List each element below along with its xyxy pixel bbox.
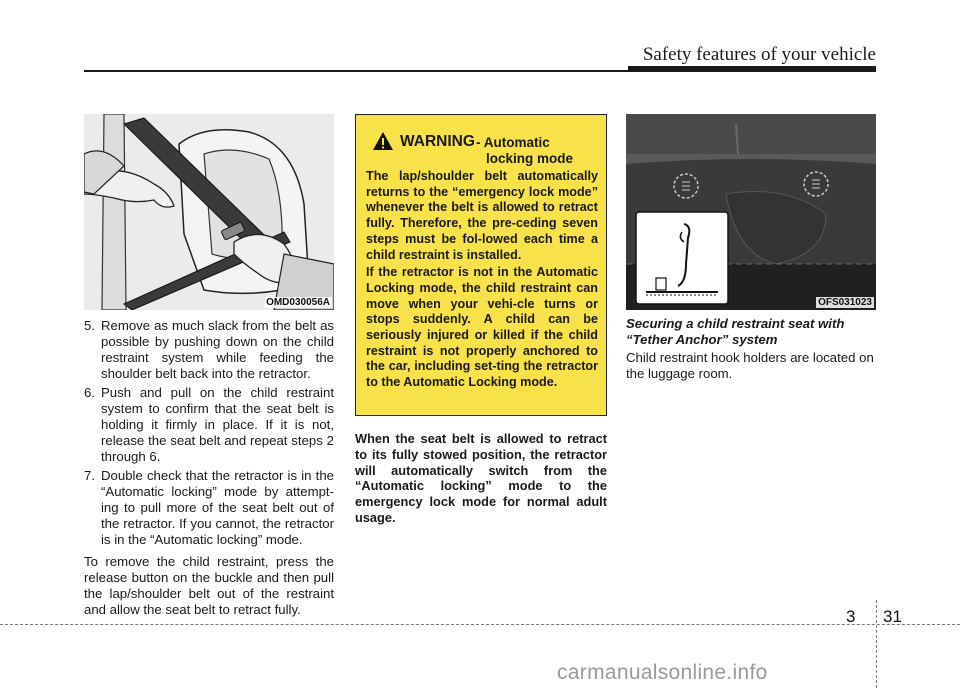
- figure-code: OFS031023: [818, 297, 872, 308]
- step-text: Double check that the retractor is in the “Automatic locking” mode by attempt-ing to pull more of the seat belt out of the retractor. If you cannot, the retractor is in the “Automatic locking” mode.: [101, 468, 334, 547]
- chapter-number: 3: [846, 607, 856, 626]
- warning-label: WARNING: [400, 133, 475, 150]
- header-title: Safety features of your vehicle: [642, 44, 876, 65]
- step-number: 5.: [84, 318, 95, 333]
- warning-paragraph: If the retractor is not in the Automatic Locking mode, the child restraint can move when your vehi-cle turns or stops suddenly. A child can be seriously injured or killed if the child restraint is not properly anchored to the car, including set-ting the retractor to the Automatic Locking mode.: [366, 265, 598, 390]
- retract-paragraph: When the seat belt is allowed to retract to its fully stowed position, the retractor will automatically switch from the “Automatic locking” mode to the emergency lock mode for normal adult usage.: [355, 431, 607, 525]
- footer-divider: [876, 600, 877, 688]
- header-rule-accent: [628, 66, 876, 72]
- remove-restraint-paragraph: To remove the child restraint, press the release button on the buckle and then pull the lap/shoulder belt out of the restraint and allow the seat belt to retract fully.: [84, 554, 334, 617]
- left-column: [84, 318, 334, 618]
- step-text: Remove as much slack from the belt as possible by pushing down on the child restraint system while feeding the shoulder belt back into the retractor.: [101, 318, 334, 381]
- step-text: Push and pull on the child restraint system to confirm that the seat belt is holding it firmly in place. If it is not, release the seat belt and repeat steps 2 through 6.: [101, 385, 334, 464]
- subheading-line: “Tether Anchor” system: [626, 332, 778, 347]
- child-seat-illustration: [84, 114, 334, 310]
- subheading-line: Securing a child restraint seat with: [626, 316, 845, 331]
- tether-anchor-subheading: [626, 316, 878, 348]
- warning-header: [366, 123, 598, 169]
- instruction-steps: [84, 318, 334, 548]
- warning-subtitle: [476, 135, 573, 167]
- page-number: 31: [883, 607, 902, 626]
- footer-rule: [0, 624, 960, 625]
- warning-subtitle-line2: locking mode: [486, 151, 574, 166]
- luggage-room-drawing: [626, 114, 876, 310]
- figure-code: OMD030056A: [266, 297, 330, 308]
- step-item: [84, 385, 334, 465]
- warning-triangle-icon: [372, 131, 394, 151]
- right-column: [626, 316, 878, 382]
- step-item: [84, 468, 334, 548]
- warning-subtitle-line1: - Automatic: [476, 135, 550, 150]
- luggage-room-illustration: [626, 114, 876, 310]
- warning-body: [366, 169, 598, 391]
- tether-anchor-body: Child restraint hook holders are located on the luggage room.: [626, 350, 874, 381]
- watermark: carmanualsonline.info: [557, 661, 768, 684]
- warning-paragraph: The lap/shoulder belt automatically returns to the “emergency lock mode” whenever the belt is allowed to retract fully. Therefore, the pre-ceding seven steps must be fol-lowed each time a child restraint is installed.: [366, 169, 598, 262]
- step-number: 6.: [84, 385, 95, 400]
- step-item: [84, 318, 334, 382]
- child-seat-drawing: [84, 114, 334, 310]
- warning-box: [355, 114, 607, 416]
- middle-column: [355, 431, 607, 526]
- step-number: 7.: [84, 468, 95, 483]
